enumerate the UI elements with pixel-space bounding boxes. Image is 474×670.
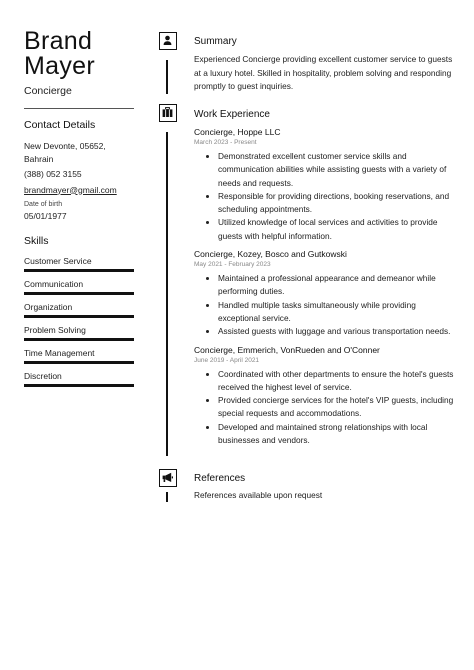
- skill-label: Time Management: [24, 348, 95, 358]
- job-bullet: • Developed and maintained strong relationships with local businesses and vendors.: [218, 421, 456, 448]
- skill-level-bar: [24, 384, 134, 387]
- skill-item: [24, 279, 136, 295]
- address-line-2: Bahrain: [24, 153, 54, 164]
- job-bullets: [194, 150, 456, 243]
- job-bullet: • Utilized knowledge of local services and activities to provide guests with helpful information.: [218, 216, 456, 243]
- job-bullet: • Maintained a professional appearance and demeanor while performing duties.: [218, 272, 456, 299]
- job-bullets: [194, 272, 456, 338]
- megaphone-icon: [159, 469, 177, 487]
- skill-item: [24, 302, 136, 318]
- timeline-line: [166, 60, 168, 94]
- job-bullet: • Handled multiple tasks simultaneously while providing exceptional service.: [218, 299, 456, 326]
- timeline-line: [166, 492, 168, 502]
- dob-label: Date of birth: [24, 200, 63, 208]
- job-entry: [194, 344, 456, 448]
- job-bullets: [194, 368, 456, 448]
- skill-label: Communication: [24, 279, 84, 289]
- job-entry: [194, 126, 456, 243]
- last-name: Mayer: [24, 52, 95, 80]
- skill-level-bar: [24, 315, 134, 318]
- phone: (388) 052 3155: [24, 169, 82, 179]
- job-bullet: • Demonstrated excellent customer service skills and communication abilities while assisting guests with a variety of needs and requests.: [218, 150, 456, 190]
- summary-section: [194, 35, 456, 94]
- job-dates: May 2021 - February 2023: [194, 261, 271, 269]
- contact-heading: Contact Details: [24, 119, 96, 131]
- person-icon: [159, 32, 177, 50]
- job-title: Concierge, Hoppe LLC: [194, 127, 281, 137]
- skill-item: [24, 371, 136, 387]
- job-role: Concierge: [24, 85, 72, 97]
- skill-item: [24, 256, 136, 272]
- skills-section: [24, 235, 136, 387]
- email-link[interactable]: brandmayer@gmail.com: [24, 184, 117, 195]
- first-name: Brand: [24, 27, 93, 55]
- summary-text: Experienced Concierge providing excellent customer service to guests at a luxury hotel. Skilled in hospitality, problem solving and responding promptly to guest inquiries.: [194, 54, 453, 91]
- skill-label: Customer Service: [24, 256, 92, 266]
- experience-heading: Work Experience: [194, 109, 270, 120]
- skill-level-bar: [24, 361, 134, 364]
- address-line-1: New Devonte, 05652,: [24, 141, 106, 151]
- job-bullet: • Coordinated with other departments to ensure the hotel's guests received the highest level of service.: [218, 368, 456, 395]
- skill-item: [24, 325, 136, 341]
- references-section: [194, 472, 456, 503]
- skill-label: Organization: [24, 302, 73, 312]
- skill-label: Discretion: [24, 371, 62, 381]
- divider: [24, 108, 134, 109]
- summary-heading: Summary: [194, 36, 237, 47]
- skill-level-bar: [24, 292, 134, 295]
- skills-heading: Skills: [24, 235, 49, 247]
- job-bullet: • Provided concierge services for the hotel's VIP guests, including special requests and accommodations.: [218, 394, 456, 421]
- references-text: References available upon request: [194, 490, 323, 500]
- job-bullet: • Assisted guests with luggage and various transportation needs.: [218, 325, 456, 338]
- experience-section: [194, 108, 456, 452]
- skill-label: Problem Solving: [24, 325, 86, 335]
- sidebar: [24, 29, 136, 394]
- job-bullet: • Responsible for providing directions, booking reservations, and scheduling appointments.: [218, 190, 456, 217]
- job-dates: March 2023 - Present: [194, 139, 257, 146]
- skill-item: [24, 348, 136, 364]
- job-title: Concierge, Kozey, Bosco and Gutkowski: [194, 249, 347, 260]
- job-entry: [194, 248, 456, 338]
- skill-level-bar: [24, 269, 134, 272]
- timeline-line: [166, 132, 168, 456]
- briefcase-icon: [159, 104, 177, 122]
- job-dates: June 2019 - April 2021: [194, 356, 260, 364]
- skill-level-bar: [24, 338, 134, 341]
- references-heading: References: [194, 473, 246, 484]
- job-title: Concierge, Emmerich, VonRueden and O'Conner: [194, 344, 380, 355]
- contact-section: [24, 119, 136, 222]
- dob: 05/01/1977: [24, 210, 67, 221]
